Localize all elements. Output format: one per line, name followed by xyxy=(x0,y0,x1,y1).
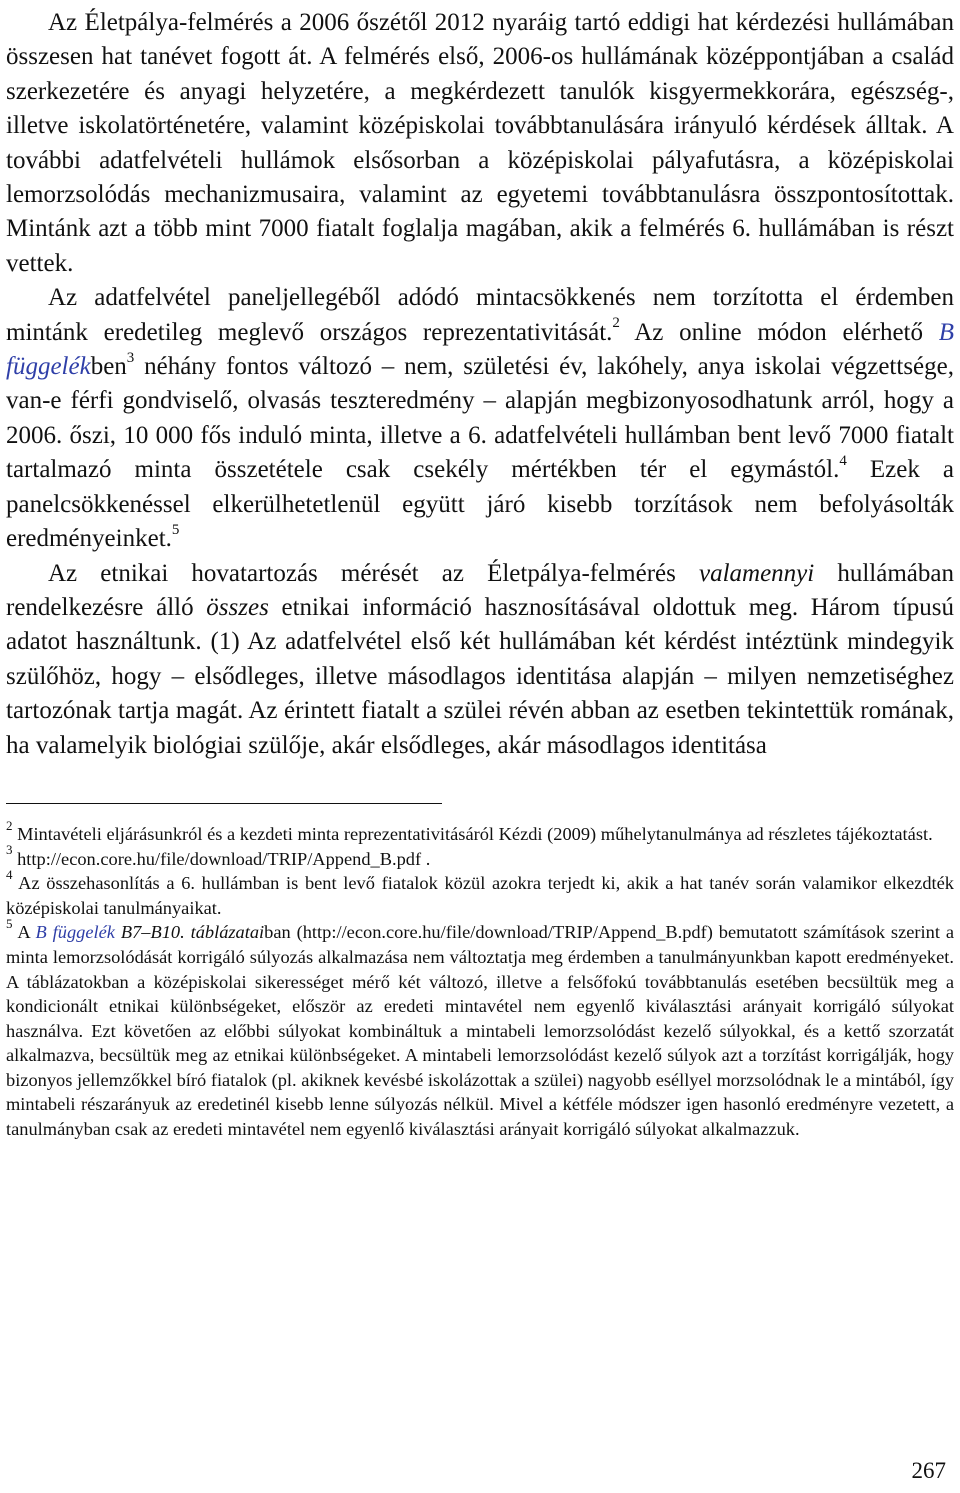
appendix-b-link[interactable]: B függelék xyxy=(6,318,954,381)
footnote-separator xyxy=(6,803,442,804)
paragraph-3-text-a: Az etnikai hovatartozás mérését az Életpálya-felmérés xyxy=(48,559,699,587)
paragraph-2-text-a: Az adatfelvétel paneljellegéből adódó mintacsökkenés nem torzította el érdemben mintánk eredetileg meglevő országos reprezentativitását. xyxy=(6,284,954,346)
paragraph-2-text-d: néhány fontos változó – nem, születési év, lakóhely, anya iskolai végzettsége, van-e férfi gondviselő, olvasás teszteredmény – alapján megbizonyosodhatunk arról, hogy a 2006. őszi, 10 000 fős induló minta, illetve a 6. adatfelvételi hullámban bent levő 7000 fiatalt tartalmazó minta összetétele csak csekély mértékben tér el egymástól. xyxy=(6,353,954,484)
footnote-5-appendix-link[interactable]: B függelék xyxy=(35,922,115,943)
paragraph-2-text-c: ben xyxy=(90,353,127,381)
footnote-4-number: 4 xyxy=(6,867,13,882)
footnote-5-text-a: A xyxy=(12,922,36,943)
paragraph-3 xyxy=(6,557,954,763)
footnote-ref-5[interactable]: 5 xyxy=(171,521,180,538)
paragraph-3-emphasis-1: valamennyi xyxy=(698,559,815,587)
footnote-2 xyxy=(6,817,954,847)
paragraph-2-text-b: Az online módon elérhető xyxy=(619,318,939,346)
paragraph-1-text: Az Életpálya-felmérés a 2006 őszétől 2012 nyaráig tartó eddigi hat kérdezési hullámában összesen hat tanévet fogott át. A felmérés első, 2006-os hullámának középpontjában a család szerkezetére és anyagi helyzetére, a megkérdezett tanulók kisgyermekkorára, egészség-, illetve iskolatörténetére, valamint középiskolai továbbtanulására irányuló kérdések álltak. A további adatfelvételi hullámok elsősorban a középiskolai pályafutásra, a középiskolai lemorzsolódás mechanizmusaira, valamint az egyetemi továbbtanulásra összpontosítottak. Mintánk azt a több mint 7000 fiatalt foglalja magában, akik a felmérés 6. hullámában is részt vettek. xyxy=(6,9,954,277)
footnote-2-number: 2 xyxy=(6,817,13,833)
footnote-ref-3[interactable]: 3 xyxy=(126,349,135,366)
footnote-2-text: Mintavételi eljárásunkról és a kezdeti minta reprezentativitásáról Kézdi (2009) műhelytanulmánya ad részletes tájékoztatást. xyxy=(12,823,933,844)
footnote-3-url[interactable]: http://econ.core.hu/file/download/TRIP/Append_B.pdf . xyxy=(12,848,431,869)
paragraph-3-text-c: etnikai információ hasznosításával oldottuk meg. Három típusú adatot használtunk. (1) Az adatfelvétel első két hullámában két kérdést intéztünk mindegyik szülőhöz, hogy – elsődleges, illetve másodlagos identitása alapján – milyen nemzetiséghez tartozónak tartja magát. Az érintett fiatalt a szülei révén abban az esetben tekintettük romának, ha valamelyik biológiai szülője, akár elsődleges, akár másodlagos identitása xyxy=(6,593,955,759)
footnote-4-text: Az összehasonlítás a 6. hullámban is bent levő fiatalok közül azokra terjedt ki, akik a hat tanév során valamikor elkezdték középiskolai tanulmányaikat. xyxy=(6,873,954,918)
footnote-3 xyxy=(6,842,954,872)
paragraph-3-emphasis-2: összes xyxy=(206,593,269,621)
paragraph-2-text-e: Ezek a panelcsökkenéssel elkerülhetetlenül együtt járó kisebb torzítások nem befolyásolták eredményeinket. xyxy=(6,456,955,553)
footnotes xyxy=(6,817,954,1142)
footnote-5-table-ref: B7–B10. táblázatai xyxy=(114,922,265,943)
footnote-3-number: 3 xyxy=(6,842,13,858)
document-page xyxy=(6,6,954,1142)
page-number: 267 xyxy=(911,1458,946,1483)
footnote-4 xyxy=(6,867,954,920)
footnote-5 xyxy=(6,916,954,1141)
footnote-5-text-b: ban (http://econ.core.hu/file/download/TRIP/Append_B.pdf) bemutatott számítások szerint a minta lemorzsolódását korrigáló súlyozás alkalmazása nem változtatja meg érdemben a tanulmányunkban kapott eredményeket. A táblázatokban a középiskolai sikerességet mérő két változó, illetve a felsőfokú továbbtanulás esetében becsültük meg a kondicionált etnikai különbségeket, először az eredeti mintavétel nem egyenlő kiválasztási arányait korrigáló súlyokat használva. Ezt követően az előbbi súlyokat kombináltuk a mintabeli lemorzsolódást kezelő súlyokkal, és a kettő szorzatát alkalmazva, becsültük meg az etnikai különbségeket. A mintabeli lemorzsolódást kezelő súlyok azt a torzítást korrigálják, hogy bizonyos jellemzőkkel bíró fiatalok (pl. akiknek kevésbé iskolázottak a szülei) nagyobb eséllyel morzsolódnak le a mintából, így mintabeli részarányuk az eredetinél kisebb lenne súlyozás nélkül. Mivel a kétféle módszer igen hasonló eredményre vezetett, a tanulmányban csak az eredeti mintavétel nem egyenlő kiválasztási arányait korrigáló súlyokat alkalmazzuk. xyxy=(6,922,954,1140)
paragraph-3-text-b: hullámában rendelkezésre álló xyxy=(6,559,954,621)
footnote-5-number: 5 xyxy=(6,916,13,932)
footnote-ref-4[interactable]: 4 xyxy=(839,452,847,469)
paragraph-1 xyxy=(6,6,954,281)
paragraph-2 xyxy=(6,281,954,556)
footnote-ref-2[interactable]: 2 xyxy=(612,315,620,332)
